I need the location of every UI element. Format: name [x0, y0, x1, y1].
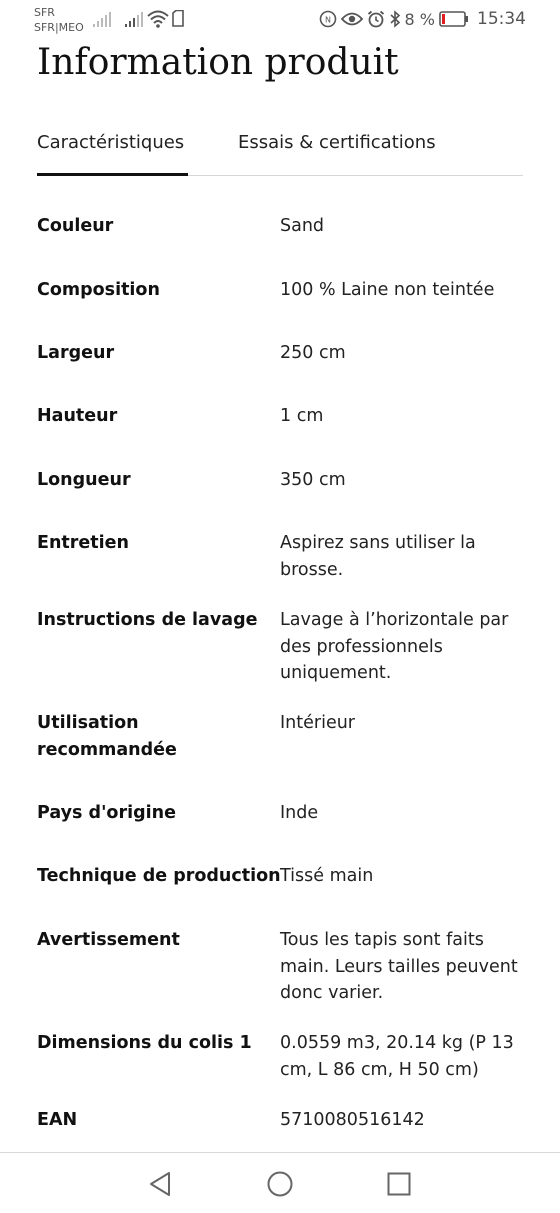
spec-label: Technique de production: [37, 866, 281, 886]
spec-row-largeur: [37, 323, 523, 386]
spec-value: Sand: [280, 216, 325, 236]
signal-icon: [92, 10, 112, 28]
spec-row-couleur: [37, 196, 523, 260]
tab-essais-certifications[interactable]: Essais & certifications: [238, 132, 436, 153]
status-bar: [0, 0, 560, 40]
spec-label: Composition: [37, 280, 160, 300]
spec-label: Instructions de lavage: [37, 610, 258, 630]
status-icons-right: [319, 8, 526, 30]
back-icon: [145, 1169, 175, 1199]
spec-row-longueur: [37, 450, 523, 513]
spec-row-dimensions-colis: [37, 1013, 523, 1090]
wifi-icon: [147, 9, 169, 29]
spec-value: 0.0559 m3, 20.14 kg (P 13 cm, L 86 cm, H 50 cm): [280, 1033, 514, 1080]
alarm-icon: [367, 10, 385, 28]
svg-text:N: N: [324, 15, 331, 25]
spec-row-avertissement: [37, 910, 523, 1013]
system-nav-bar: [0, 1152, 560, 1213]
spec-label: Avertissement: [37, 930, 180, 950]
tab-bar: [37, 128, 523, 176]
bluetooth-icon: [389, 10, 401, 28]
spec-value: Tous les tapis sont faits main. Leurs tailles peuvent donc varier.: [280, 930, 518, 1003]
spec-label: Pays d'origine: [37, 803, 176, 823]
home-button[interactable]: [265, 1169, 295, 1199]
recents-icon: [384, 1169, 414, 1199]
spec-value: 100 % Laine non teintée: [280, 280, 495, 300]
spec-row-ean: [37, 1090, 523, 1140]
spec-label: Hauteur: [37, 406, 118, 426]
spec-value: Aspirez sans utiliser la brosse.: [280, 533, 476, 580]
spec-row-composition: [37, 260, 523, 323]
spec-value: 5710080516142: [280, 1110, 425, 1130]
spec-label: Entretien: [37, 533, 129, 553]
home-icon: [265, 1169, 295, 1199]
carrier-2: SFR|MEO: [34, 21, 84, 34]
spec-value: Intérieur: [280, 713, 355, 733]
spec-value: Tissé main: [280, 866, 374, 886]
carrier-labels: [34, 5, 84, 35]
spec-label: EAN: [37, 1110, 78, 1130]
spec-label: Utilisation recommandée: [37, 713, 177, 760]
nfc-icon: [319, 10, 337, 28]
eye-icon: [341, 11, 363, 27]
spec-row-instructions-lavage: [37, 590, 523, 693]
battery-icon: [439, 11, 469, 27]
spec-row-hauteur: [37, 386, 523, 450]
spec-value: 1 cm: [280, 406, 324, 426]
signal-icon: [124, 10, 144, 28]
spec-list: [37, 196, 523, 1140]
page-title: Information produit: [37, 42, 399, 83]
clock: 15:34: [477, 9, 526, 29]
recents-button[interactable]: [384, 1169, 414, 1199]
spec-value: 250 cm: [280, 343, 346, 363]
spec-row-technique-production: [37, 846, 523, 910]
spec-label: Largeur: [37, 343, 115, 363]
spec-row-pays-origine: [37, 783, 523, 846]
spec-label: Dimensions du colis 1: [37, 1033, 252, 1053]
spec-value: Inde: [280, 803, 319, 823]
spec-row-utilisation: [37, 693, 523, 783]
active-tab-indicator: [37, 173, 188, 176]
spec-label: Couleur: [37, 216, 114, 236]
spec-value: Lavage à l’horizontale par des professionnels uniquement.: [280, 610, 509, 683]
spec-row-entretien: [37, 513, 523, 590]
tab-caracteristiques[interactable]: Caractéristiques: [37, 132, 185, 153]
spec-label: Longueur: [37, 470, 131, 490]
sim-icon: [172, 10, 184, 27]
battery-text: 8 %: [404, 9, 435, 29]
spec-value: 350 cm: [280, 470, 346, 490]
carrier-1: SFR: [34, 6, 55, 19]
back-button[interactable]: [145, 1169, 175, 1199]
